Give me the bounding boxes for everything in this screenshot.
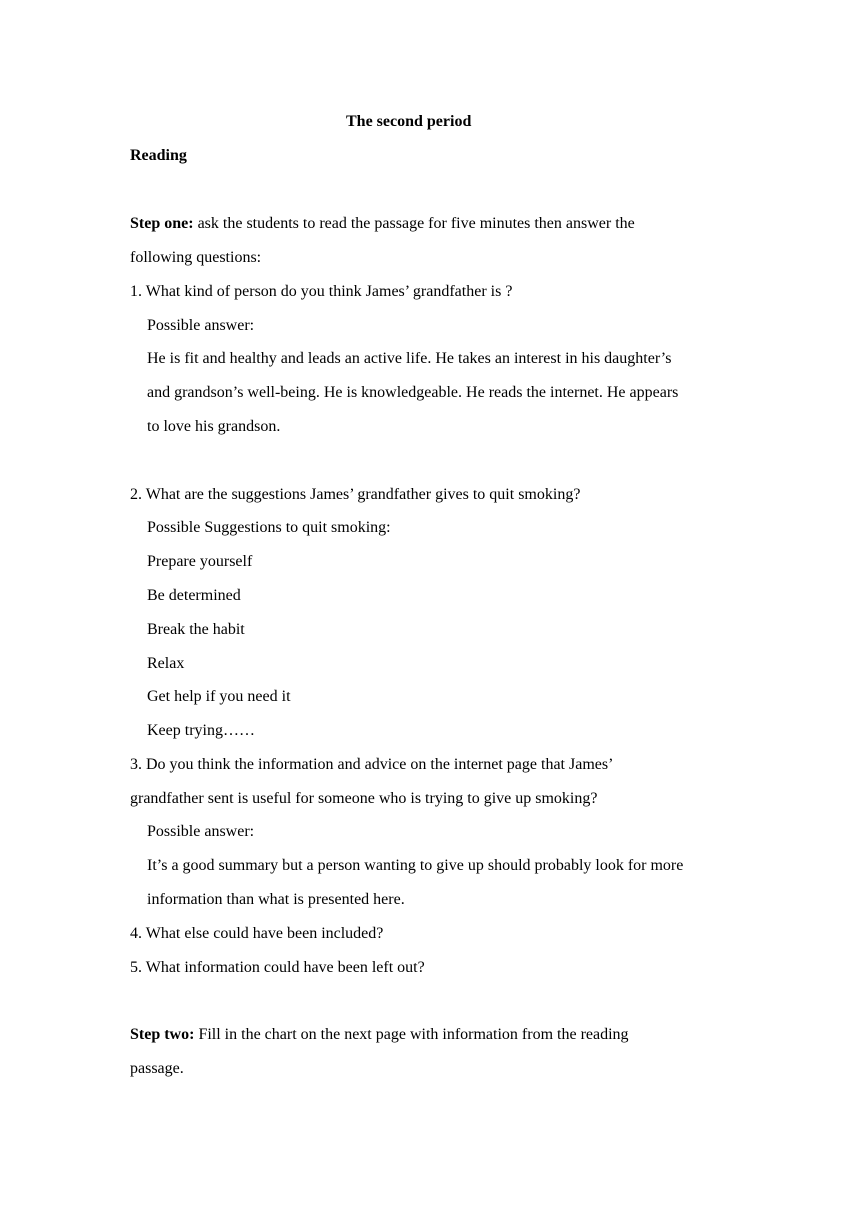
step-one-text-continued: following questions: bbox=[130, 249, 262, 266]
step-two-paragraph bbox=[130, 1025, 629, 1045]
question-3-continued: grandfather sent is useful for someone who is trying to give up smoking? bbox=[130, 790, 598, 807]
suggestion-item: Get help if you need it bbox=[147, 688, 291, 705]
question-1: 1. What kind of person do you think James’ grandfather is ? bbox=[130, 283, 513, 300]
question-2: 2. What are the suggestions James’ grandfather gives to quit smoking? bbox=[130, 486, 581, 503]
question-4: 4. What else could have been included? bbox=[130, 925, 384, 942]
question-1-answer-line: He is fit and healthy and leads an active life. He takes an interest in his daughter’s bbox=[147, 350, 672, 367]
question-1-answer-line: to love his grandson. bbox=[147, 418, 281, 435]
question-5: 5. What information could have been left out? bbox=[130, 959, 425, 976]
step-two-text: Fill in the chart on the next page with information from the reading bbox=[194, 1026, 629, 1043]
question-1-answer-line: and grandson’s well-being. He is knowledgeable. He reads the internet. He appears bbox=[147, 384, 679, 401]
step-one-label: Step one: bbox=[130, 215, 194, 232]
step-one-paragraph bbox=[130, 214, 635, 234]
section-heading: Reading bbox=[130, 147, 187, 164]
question-3-answer-label: Possible answer: bbox=[147, 823, 255, 840]
suggestion-item: Relax bbox=[147, 655, 185, 672]
question-3-answer-line: information than what is presented here. bbox=[147, 891, 405, 908]
suggestion-item: Break the habit bbox=[147, 621, 245, 638]
step-two-text-continued: passage. bbox=[130, 1060, 184, 1077]
suggestion-item: Keep trying…… bbox=[147, 722, 255, 739]
question-2-answer-label: Possible Suggestions to quit smoking: bbox=[147, 519, 391, 536]
suggestion-item: Prepare yourself bbox=[147, 553, 253, 570]
question-3-answer-line: It’s a good summary but a person wanting to give up should probably look for more bbox=[147, 857, 684, 874]
question-1-answer-label: Possible answer: bbox=[147, 317, 255, 334]
step-two-label: Step two: bbox=[130, 1026, 195, 1043]
suggestion-item: Be determined bbox=[147, 587, 241, 604]
document-title: The second period bbox=[346, 113, 472, 130]
question-3: 3. Do you think the information and advice on the internet page that James’ bbox=[130, 756, 614, 773]
step-one-text: ask the students to read the passage for five minutes then answer the bbox=[193, 215, 635, 232]
